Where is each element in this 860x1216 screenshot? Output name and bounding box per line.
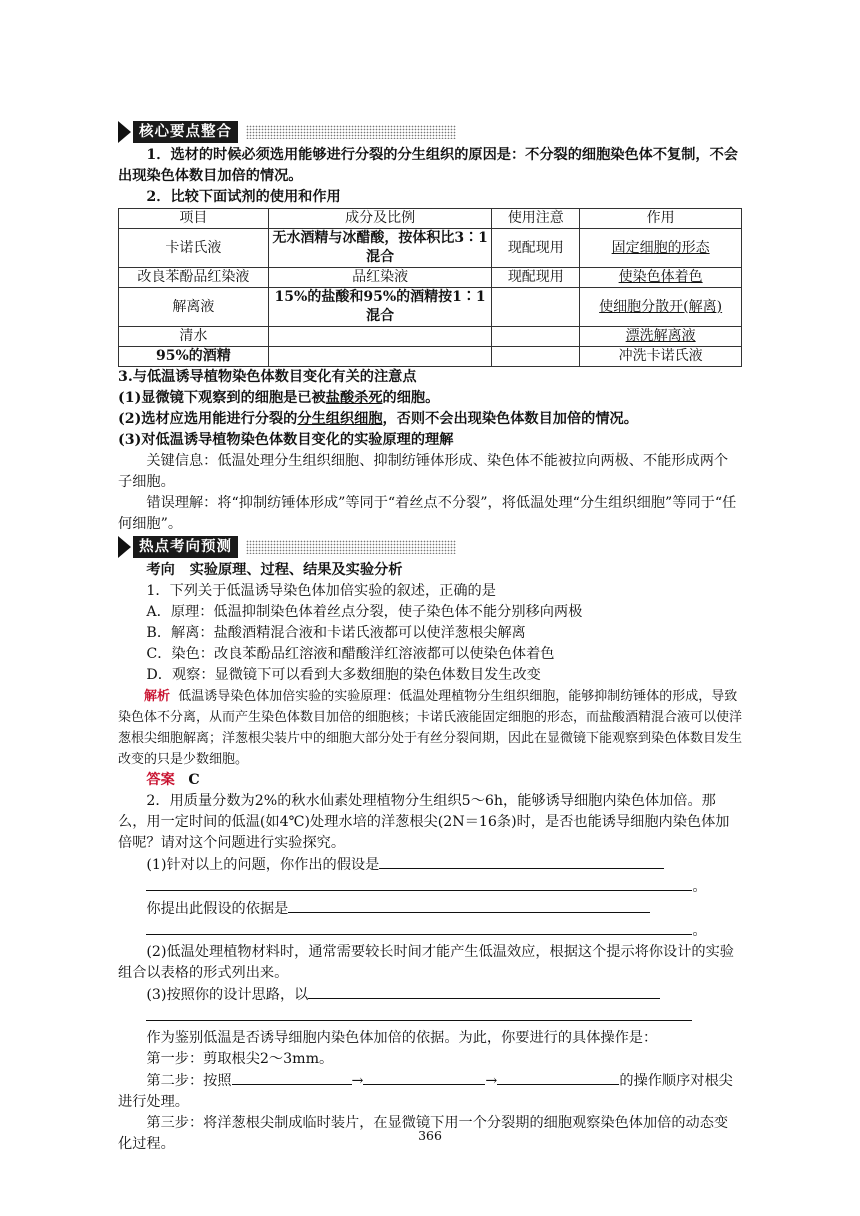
question-2-sub-3-cont: 作为鉴别低温是否诱导细胞内染色体加倍的依据。为此，你要进行的具体操作是： (146, 1030, 658, 1046)
answer-blank[interactable] (146, 876, 692, 891)
answer-blank[interactable] (146, 920, 692, 935)
answer-blank[interactable] (363, 1070, 485, 1085)
question-1-option-b: B．解离：盐酸酒精混合液和卡诺氏液都可以使洋葱根尖解离 (146, 625, 526, 641)
step-2: 第二步：按照 → → 的操作顺序对根尖进行处理。 (118, 1070, 742, 1113)
question-2-sub-3-blank-line (118, 1006, 742, 1028)
question-2-sub-1-basis: 你提出此假设的依据是 (118, 898, 742, 920)
table-cell: 固定细胞的形态 (580, 229, 742, 268)
question-2-sub-1: (1)针对以上的问题，你作出的假设是 (118, 854, 742, 876)
answer-blank[interactable] (379, 854, 664, 869)
question-1-stem: 1．下列关于低温诱导染色体加倍实验的叙述，正确的是 (146, 583, 496, 599)
question-2-sub-2: (2)低温处理植物材料时，通常需要较长时间才能产生低温效应，根据这个提示将你设计的实验组合以表格的形式列出来。 (118, 944, 734, 981)
point-3-item-3: (3)对低温诱导植物染色体数目变化的实验原理的理解 (118, 432, 454, 448)
table-cell: 卡诺氏液 (119, 229, 269, 268)
question-1-analysis: 解析 低温诱导染色体加倍实验的实验原理：低温处理植物分生组织细胞，能够抑制纺锤体的形成，导致染色体不分离，从而产生染色体数目加倍的细胞核；卡诺氏液能固定细胞的形态，而盐酸酒精混合液可以使洋葱根尖细胞解离；洋葱根尖装片中的细胞大部分处于有丝分裂间期，因此在显微镜下能观察到染色体数目发生改变的只是少数细胞。 (118, 689, 743, 767)
point-3-item-1: (1)显微镜下观察到的细胞是已被盐酸杀死的细胞。 (118, 390, 440, 406)
table-row (119, 347, 742, 367)
table-cell: 解离液 (119, 288, 269, 327)
banner-dotted-pattern (246, 125, 456, 139)
table-row (119, 327, 742, 347)
table-cell: 95%的酒精 (119, 347, 269, 367)
answer-label: 答案 (146, 772, 175, 788)
table-cell (492, 327, 580, 347)
table-cell: 15%的盐酸和95%的酒精按1∶1混合 (268, 288, 492, 327)
table-cell: 无水酒精与冰醋酸，按体积比3∶1混合 (268, 229, 492, 268)
table-cell: 漂洗解离液 (580, 327, 742, 347)
question-1-option-c: C．染色：改良苯酚品红溶液和醋酸洋红溶液都可以使染色体着色 (146, 646, 555, 662)
table-cell (492, 288, 580, 327)
answer-blank[interactable] (497, 1070, 619, 1085)
key-info: 关键信息：低温处理分生组织细胞、抑制纺锤体形成、染色体不能被拉向两极、不能形成两个子细胞。 (118, 453, 729, 490)
banner-dotted-pattern (246, 540, 456, 554)
topic-line: 考向 实验原理、过程、结果及实验分析 (146, 562, 403, 578)
table-cell: 冲洗卡诺氏液 (580, 347, 742, 367)
point-1: 1．选材的时候必须选用能够进行分裂的分生组织的原因是：不分裂的细胞染色体不复制，不会出现染色体数目加倍的情况。 (118, 147, 738, 184)
table-cell: 使染色体着色 (580, 268, 742, 288)
point-3-title: 3.与低温诱导植物染色体数目变化有关的注意点 (118, 369, 417, 385)
table-cell: 品红染液 (268, 268, 492, 288)
table-cell: 清水 (119, 327, 269, 347)
table-header-cell: 成分及比例 (268, 209, 492, 229)
table-cell: 使细胞分散开(解离) (580, 288, 742, 327)
table-row (119, 268, 742, 288)
table-cell (268, 327, 492, 347)
section-banner-hot (118, 535, 742, 559)
answer-blank[interactable] (146, 1006, 692, 1021)
banner-label: 核心要点整合 (133, 121, 238, 143)
answer-blank[interactable] (232, 1070, 352, 1085)
step-3: 第三步：将洋葱根尖制成临时装片，在显微镜下用一个分裂期的细胞观察染色体加倍的动态变化过程。 (118, 1115, 729, 1152)
question-2-sub-1-cont: 。 (118, 876, 742, 898)
table-cell (268, 347, 492, 367)
question-2-sub-3: (3)按照你的设计思路，以 (118, 984, 742, 1006)
question-2-stem: 2．用质量分数为2%的秋水仙素处理植物分生组织5～6h，能够诱导细胞内染色体加倍。那么，用一定时间的低温(如4℃)处理水培的洋葱根尖(2N＝16条)时，是否也能诱导细胞内染色体加倍呢？请对这个问题进行实验探究。 (118, 793, 730, 851)
point-3-item-2: (2)选材应选用能进行分裂的分生组织细胞，否则不会出现染色体数目加倍的情况。 (118, 411, 638, 427)
banner-arrow-icon (118, 536, 131, 558)
table-row (119, 229, 742, 268)
table-row (119, 288, 742, 327)
analysis-label: 解析 (144, 689, 171, 704)
table-header-cell: 使用注意 (492, 209, 580, 229)
table-cell: 现配现用 (492, 229, 580, 268)
page-content (118, 120, 742, 1155)
point-2-title: 2．比较下面试剂的使用和作用 (146, 189, 341, 205)
reagent-table (118, 208, 742, 367)
table-header-cell: 项目 (119, 209, 269, 229)
page-number: 366 (418, 1128, 442, 1143)
question-2-sub-1-basis-cont: 。 (118, 920, 742, 942)
table-header-row (119, 209, 742, 229)
answer-blank[interactable] (308, 984, 660, 999)
question-1-option-d: D．观察：显微镜下可以看到大多数细胞的染色体数目发生改变 (146, 667, 541, 683)
table-header-cell: 作用 (580, 209, 742, 229)
answer-blank[interactable] (288, 898, 650, 913)
banner-arrow-icon (118, 121, 131, 143)
misunderstanding: 错误理解：将“抑制纺锤体形成”等同于“着丝点不分裂”，将低温处理“分生组织细胞”等同于“任何细胞”。 (118, 495, 737, 532)
question-1-answer: 答案 C (146, 772, 200, 788)
banner-label: 热点考向预测 (133, 536, 238, 558)
section-banner-core (118, 120, 742, 144)
table-cell (492, 347, 580, 367)
table-cell: 改良苯酚品红染液 (119, 268, 269, 288)
table-cell: 现配现用 (492, 268, 580, 288)
step-1: 第一步：剪取根尖2～3mm。 (146, 1051, 334, 1067)
question-1-option-a: A．原理：低温抑制染色体着丝点分裂，使子染色体不能分别移向两极 (146, 604, 583, 620)
